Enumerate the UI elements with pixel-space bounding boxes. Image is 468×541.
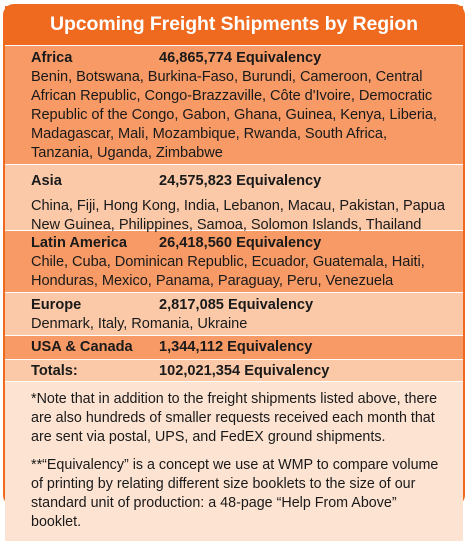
region-countries: Chile, Cuba, Dominican Republic, Ecuador, Guatemala, Haiti, Honduras, Mexico, Panama, Paraguay, Peru, Venezuela bbox=[31, 254, 425, 289]
region-usa-canada bbox=[5, 335, 463, 359]
region-africa bbox=[5, 45, 463, 164]
region-asia bbox=[5, 164, 463, 233]
totals-label: Totals: bbox=[31, 363, 78, 379]
region-europe bbox=[5, 292, 463, 335]
region-value: 2,817,085 Equivalency bbox=[159, 297, 314, 313]
shipments-panel bbox=[3, 4, 465, 530]
region-value: 26,418,560 Equivalency bbox=[159, 235, 322, 251]
region-name: Europe bbox=[31, 297, 82, 313]
region-countries: Denmark, Italy, Romania, Ukraine bbox=[31, 316, 248, 332]
region-latin-america bbox=[5, 230, 463, 292]
region-value: 1,344,112 Equivalency bbox=[159, 339, 313, 355]
region-countries: China, Fiji, Hong Kong, India, Lebanon, Macau, Pakistan, Papua New Guinea, Philippines, Samoa, Solomon Islands, Thailand bbox=[31, 198, 445, 233]
panel-title: Upcoming Freight Shipments by Region bbox=[5, 6, 463, 45]
totals-row bbox=[5, 359, 463, 381]
region-name: USA & Canada bbox=[31, 339, 133, 355]
region-value: 46,865,774 Equivalency bbox=[159, 50, 322, 66]
region-value: 24,575,823 Equivalency bbox=[159, 173, 322, 189]
region-countries: Benin, Botswana, Burkina-Faso, Burundi, Cameroon, Central African Republic, Congo-Brazzaville, Côte d'Ivoire, Democratic Republic of the Congo, Gabon, Ghana, Guinea, Kenya, Liberia, Madagascar, Mali, Mozambique, Rwanda, South Africa, Tanzania, Uganda, Zimbabwe bbox=[31, 69, 437, 161]
footnote-equivalency: **“Equivalency” is a concept we use at WMP to compare volume of printing by relating different size booklets to the size of our standard unit of production: a 48-page “Help From Above” booklet. bbox=[31, 457, 439, 530]
region-name: Latin America bbox=[31, 235, 127, 251]
totals-value: 102,021,354 Equivalency bbox=[159, 363, 330, 379]
region-name: Africa bbox=[31, 50, 73, 66]
region-name: Asia bbox=[31, 173, 62, 189]
notes-section bbox=[5, 381, 463, 541]
footnote-shipments: *Note that in addition to the freight shipments listed above, there are also hundreds of smaller requests received each month that are sent via postal, UPS, and FedEX ground shipments. bbox=[31, 391, 438, 445]
